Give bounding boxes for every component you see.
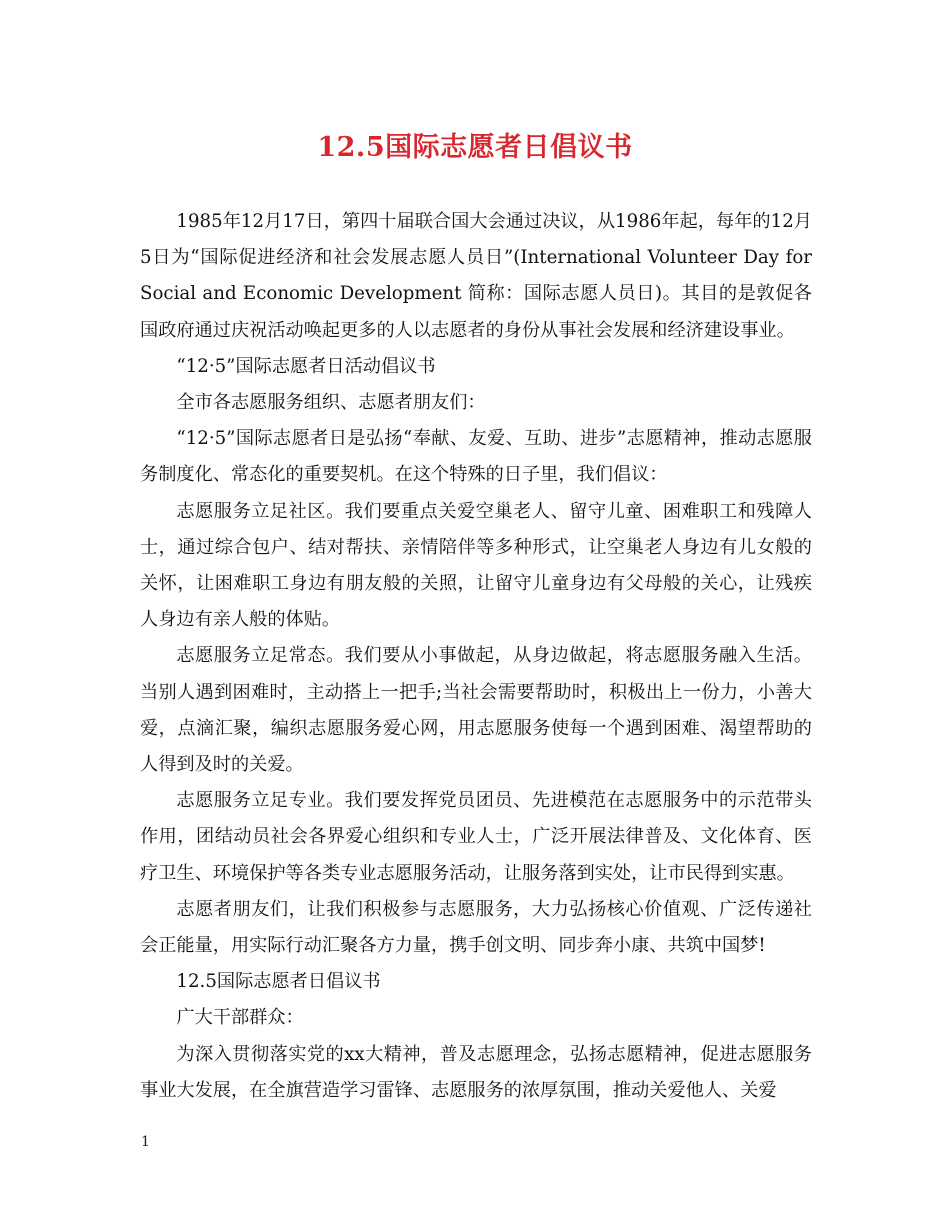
paragraph-salutation: 全市各志愿服务组织、志愿者朋友们： [176,392,486,414]
document-body [140,204,812,1109]
paragraph-second-salutation: 广大干部群众： [176,1007,304,1029]
paragraph-closing: 志愿者朋友们，让我们积极参与志愿服务，大力弘扬核心价值观、广泛传递社会正能量，用实际行动汇聚各方力量，携手创文明、同步奔小康、共筑中国梦! [140,898,812,957]
paragraph-regular: 志愿服务立足常态。我们要从小事做起，从身边做起，将志愿服务融入生活。当别人遇到困难时，主动搭上一把手;当社会需要帮助时，积极出上一份力，小善大爱，点滴汇聚，编织志愿服务爱心网，用志愿服务使每一个遇到困难、渴望帮助的人得到及时的关爱。 [140,645,812,776]
paragraph-second-body: 为深入贯彻落实党的xx大精神，普及志愿理念，弘扬志愿精神，促进志愿服务事业大发展，在全旗营造学习雷锋、志愿服务的浓厚氛围，推动关爱他人、关爱 [140,1043,812,1101]
document-title: 12.5国际志愿者日倡议书 [317,132,633,163]
paragraph-professional: 志愿服务立足专业。我们要发挥党员团员、先进模范在志愿服务中的示范带头作用，团结动员社会各界爱心组织和专业人士，广泛开展法律普及、文化体育、医疗卫生、环境保护等各类专业志愿服务活动，让服务落到实处，让市民得到实惠。 [140,790,812,884]
paragraph-second-title: 12.5国际志愿者日倡议书 [176,971,381,993]
paragraph-purpose: “12·5”国际志愿者日是弘扬“奉献、友爱、互助、进步”志愿精神，推动志愿服务制度化、常态化的重要契机。在这个特殊的日子里，我们倡议： [140,428,812,486]
page-number: 1 [141,1134,150,1150]
paragraph-community: 志愿服务立足社区。我们要重点关爱空巢老人、留守儿童、困难职工和残障人士，通过综合包户、结对帮扶、亲情陪伴等多种形式，让空巢老人身边有儿女般的关怀，让困难职工身边有朋友般的关照，让留守儿童身边有父母般的关心，让残疾人身边有亲人般的体贴。 [140,500,812,631]
paragraph-heading-proposal: “12·5”国际志愿者日活动倡议书 [176,355,436,377]
paragraph-intro: 1985年12月17日，第四十届联合国大会通过决议，从1986年起，每年的12月5日为“国际促进经济和社会发展志愿人员日”(International Volunteer Day for Social and Economic Development 简称：国际志愿人员日)。其目的是敦促各国政府通过庆祝活动唤起更多的人以志愿者的身份从事社会发展和经济建设事业。 [140,211,812,341]
